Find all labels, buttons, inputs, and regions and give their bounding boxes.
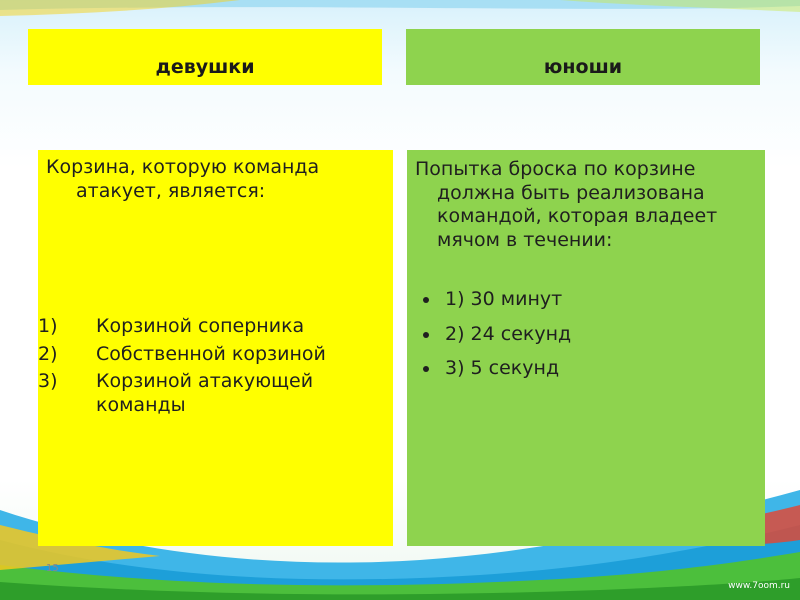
- answer-text: 2) 24 секунд: [445, 322, 572, 345]
- answer-text: 3) 5 секунд: [445, 357, 560, 380]
- answer-number: 1): [38, 315, 58, 338]
- top-decoration: [0, 0, 800, 30]
- girls-panel: [38, 150, 393, 546]
- list-item: [415, 357, 755, 381]
- boys-answer-list: [415, 288, 755, 381]
- boys-question: Попытка броска по корзине должна быть реализована командой, которая владеет мячом в течении:: [415, 158, 718, 251]
- list-item: [415, 288, 755, 312]
- answer-number: 3): [38, 370, 58, 393]
- answer-text: 1) 30 минут: [445, 288, 563, 311]
- answer-text: Собственной корзиной: [96, 342, 326, 365]
- answer-number: 2): [38, 342, 58, 365]
- girls-question: Корзина, которую команда атакует, является:: [46, 156, 320, 202]
- list-item: [38, 370, 385, 417]
- answer-text: Корзиной атакующей команды: [96, 370, 314, 416]
- slide-number: 15: [46, 563, 59, 574]
- girls-answer-list: [38, 315, 385, 417]
- header-girls-label: девушки: [155, 56, 255, 78]
- header-boys-label: юноши: [543, 56, 623, 78]
- bullet-icon: [423, 332, 429, 338]
- header-boys: [406, 29, 760, 85]
- header-girls: [28, 29, 382, 85]
- list-item: [415, 323, 755, 347]
- boys-panel: [407, 150, 765, 546]
- bullet-icon: [423, 366, 429, 372]
- list-item: [38, 342, 385, 367]
- list-item: [38, 315, 385, 339]
- bullet-icon: [423, 297, 429, 303]
- answer-text: Корзиной соперника: [96, 315, 305, 338]
- watermark: www.7oom.ru: [728, 581, 790, 591]
